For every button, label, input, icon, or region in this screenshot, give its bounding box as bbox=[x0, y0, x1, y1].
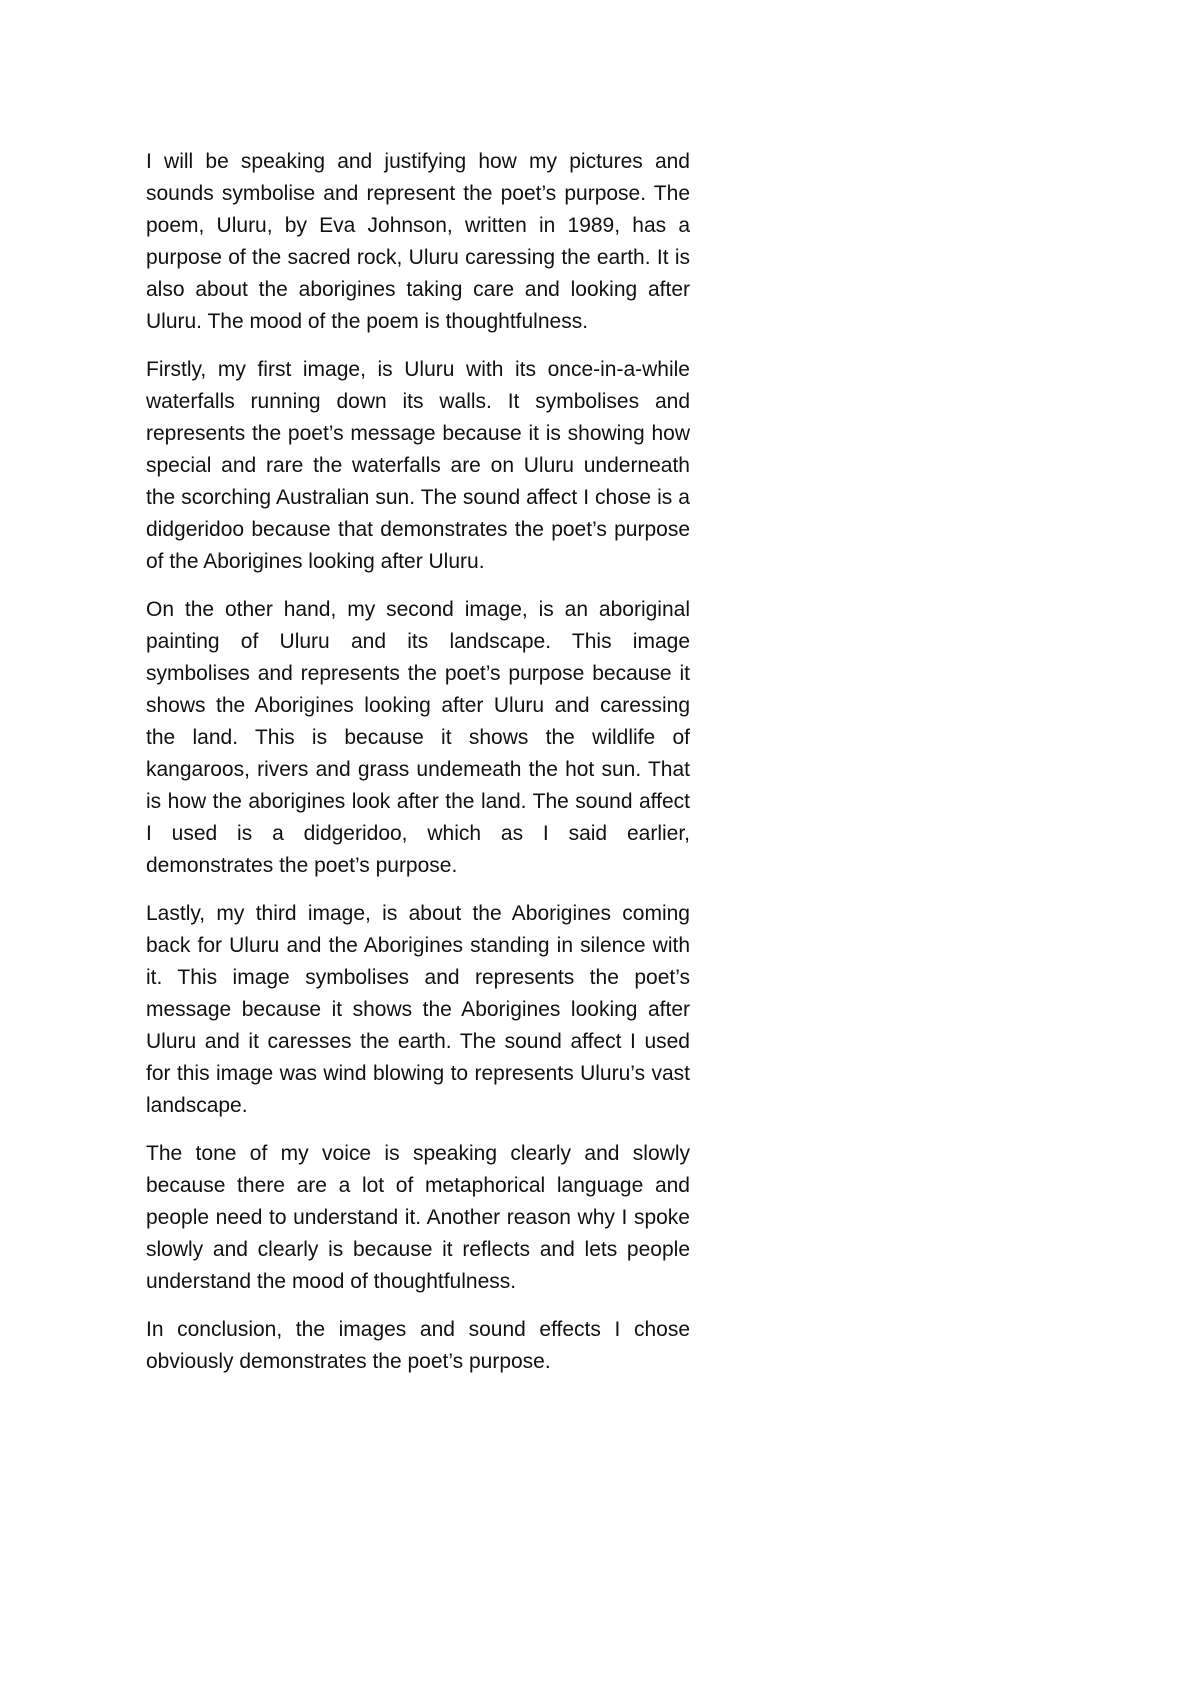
paragraph-second-image: On the other hand, my second image, is an aboriginal painting of Uluru and its landscape. This image symbolises and represents the poet’s purpose because it shows the Aborigines looking after Uluru and caressing the land. This is because it shows the wildlife of kangaroos, rivers and grass undemeath the hot sun. That is how the aborigines look after the land. The sound affect I used is a didgeridoo, which as I said earlier, demonstrates the poet’s purpose. bbox=[146, 598, 690, 877]
paragraph-voice-tone: The tone of my voice is speaking clearly and slowly because there are a lot of metaphorical language and people need to understand it. Another reason why I spoke slowly and clearly is because it reflects and lets people understand the mood of thoughtfulness. bbox=[146, 1142, 690, 1293]
paragraph-introduction: I will be speaking and justifying how my pictures and sounds symbolise and represent the poet’s purpose. The poem, Uluru, by Eva Johnson, written in 1989, has a purpose of the sacred rock, Uluru caressing the earth. It is also about the aborigines taking care and looking after Uluru. The mood of the poem is thoughtfulness. bbox=[146, 150, 690, 333]
paragraph-conclusion: In conclusion, the images and sound effects I chose obviously demonstrates the poet’s purpose. bbox=[146, 1318, 690, 1373]
paragraph-third-image: Lastly, my third image, is about the Aborigines coming back for Uluru and the Aborigines standing in silence with it. This image symbolises and represents the poet’s message because it shows the Aborigines looking after Uluru and it caresses the earth. The sound affect I used for this image was wind blowing to represents Uluru’s vast landscape. bbox=[146, 902, 690, 1117]
document-body bbox=[146, 146, 690, 1394]
paragraph-first-image: Firstly, my first image, is Uluru with its once-in-a-while waterfalls running down its walls. It symbolises and represents the poet’s message because it is showing how special and rare the waterfalls are on Uluru underneath the scorching Australian sun. The sound affect I chose is a didgeridoo because that demonstrates the poet’s purpose of the Aborigines looking after Uluru. bbox=[146, 358, 690, 573]
